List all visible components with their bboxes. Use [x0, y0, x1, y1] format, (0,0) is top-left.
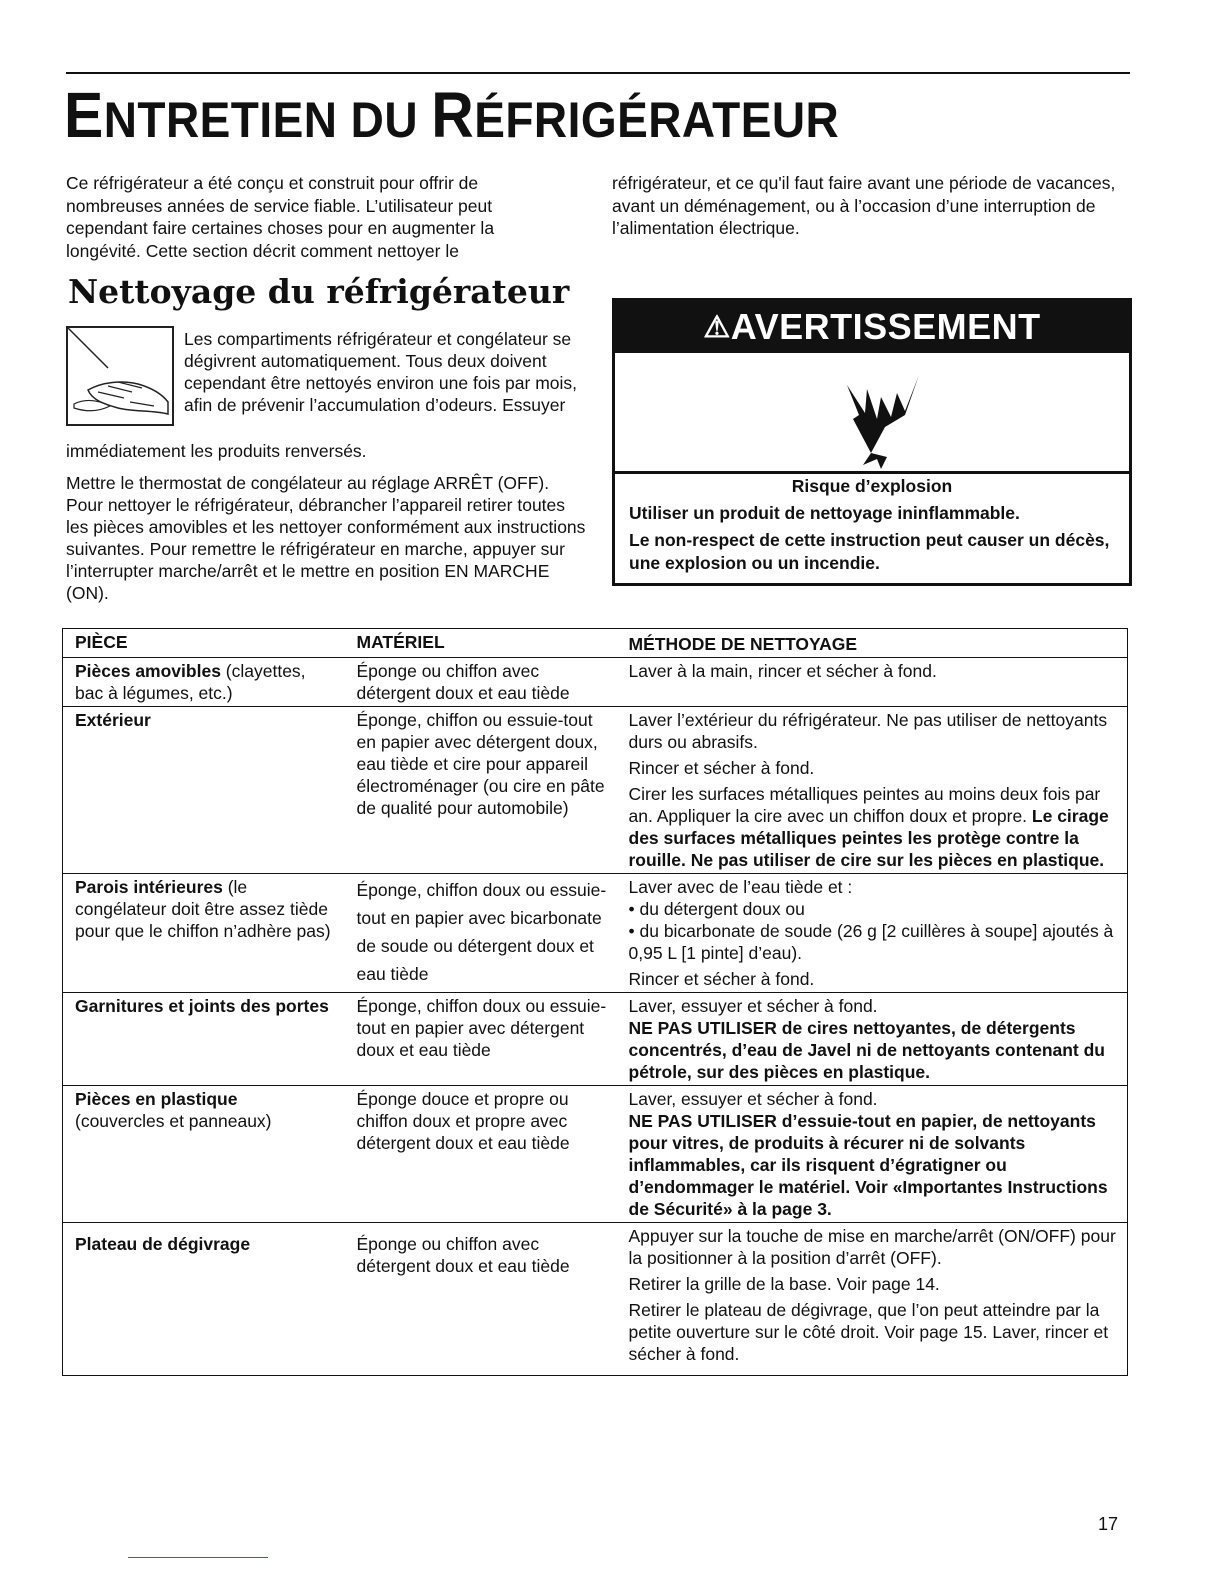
- material-cell: Éponge ou chiffon avec détergent doux et eau tiède: [345, 1223, 617, 1376]
- header-materiel: MATÉRIEL: [345, 629, 617, 658]
- table-row: [63, 874, 1128, 993]
- piece-cell: Extérieur: [63, 707, 345, 874]
- method-cell: Laver l’extérieur du réfrigérateur. Ne pas utiliser de nettoyants durs ou abrasifs. Rincer et sécher à fond. Cirer les surfaces métalliques peintes au moins deux fois par an. Appliquer la cire avec un chiffon doux et propre. Le cirage des surfaces métalliques peintes les protège contre la rouille. Ne pas utiliser de cire sur les pièces en plastique.: [617, 707, 1128, 874]
- warning-triangle-icon: ⚠: [703, 311, 731, 344]
- section-para2: Mettre le thermostat de congélateur au réglage ARRÊT (OFF). Pour nettoyer le réfrigérateur, débrancher l’appareil retirer toutes les pièces amovibles et les nettoyer conformément aux instructions suivantes. Pour remettre le réfrigérateur en marche, appuyer sur l’interrupter marche/arrêt et le mettre en position EN MARCHE (ON).: [66, 473, 586, 603]
- header-piece: PIÈCE: [63, 629, 345, 658]
- warning-text: [615, 475, 1129, 575]
- method-cell: Laver avec de l’eau tiède et : • du détergent doux ou • du bicarbonate de soude (26 g [2 cuillères à soupe] ajoutés à 0,95 L [1 pinte] d’eau). Rincer et sécher à fond.: [617, 874, 1128, 993]
- footer-rule: [128, 1557, 268, 1558]
- method-cell: Laver à la main, rincer et sécher à fond.: [617, 658, 1128, 707]
- explosion-icon: [615, 353, 1129, 474]
- material-cell: Éponge ou chiffon avec détergent doux et eau tiède: [345, 658, 617, 707]
- header-methode: MÉTHODE DE NETTOYAGE: [617, 629, 1128, 658]
- table-header-row: [63, 629, 1128, 658]
- table-row: [63, 658, 1128, 707]
- section-para1: Les compartiments réfrigérateur et congélateur se dégivrent automatiquement. Tous deux doivent cependant être nettoyés environ une fois par mois, afin de prévenir l’accumulation d’odeurs. Essuyer: [184, 329, 578, 415]
- piece-cell: Parois intérieures (le congélateur doit être assez tiède pour que le chiffon n’adhère pas): [63, 874, 345, 993]
- warning-header: ⚠AVERTISSEMENT: [615, 301, 1129, 353]
- section-para1-tail: immédiatement les produits renversés.: [66, 441, 367, 461]
- piece-cell: Pièces en plastique (couvercles et panneaux): [63, 1086, 345, 1223]
- hand-wiping-icon: [66, 326, 174, 426]
- material-cell: Éponge, chiffon doux ou essuie-tout en papier avec bicarbonate de soude ou détergent doux et eau tiède: [345, 874, 617, 993]
- method-cell: Laver, essuyer et sécher à fond. NE PAS UTILISER d’essuie-tout en papier, de nettoyants pour vitres, de produits à récurer ni de solvants inflammables, car ils risquent d’égratigner ou d’endommager le matériel. Voir «Importantes Instructions de Sécurité» à la page 3.: [617, 1086, 1128, 1223]
- warning-risk: Risque d’explosion: [791, 476, 953, 496]
- intro-right: réfrigérateur, et ce qu'il faut faire avant une période de vacances, avant un déménagement, ou à l’occasion d’une interruption de l’alimentation électrique.: [612, 173, 1116, 238]
- warning-box: [612, 298, 1132, 586]
- page-number: 17: [1098, 1514, 1119, 1534]
- table-row: [63, 707, 1128, 874]
- material-cell: Éponge douce et propre ou chiffon doux et propre avec détergent doux et eau tiède: [345, 1086, 617, 1223]
- cleaning-table: [62, 628, 1128, 1376]
- warning-line1: Utiliser un produit de nettoyage ininflammable.: [629, 503, 1020, 523]
- top-rule: [66, 72, 1130, 74]
- section-title: Nettoyage du réfrigérateur: [68, 272, 570, 311]
- table-row: [63, 1223, 1128, 1376]
- page-title: ENTRETIEN DU RÉFRIGÉRATEUR: [64, 79, 840, 151]
- method-cell: Appuyer sur la touche de mise en marche/arrêt (ON/OFF) pour la positionner à la position d’arrêt (OFF). Retirer la grille de la base. Voir page 14. Retirer le plateau de dégivrage, que l’on peut atteindre par la petite ouverture sur le côté droit. Voir page 15. Laver, rincer et sécher à fond.: [617, 1223, 1128, 1376]
- intro-left: Ce réfrigérateur a été conçu et construit pour offrir de nombreuses années de service fiable. L’utilisateur peut cependant faire certaines choses pour en augmenter la longévité. Cette section décrit comment nettoyer le: [66, 173, 495, 261]
- material-cell: Éponge, chiffon ou essuie-tout en papier avec détergent doux, eau tiède et cire pour appareil électroménager (ou cire en pâte de qualité pour automobile): [345, 707, 617, 874]
- method-cell: Laver, essuyer et sécher à fond. NE PAS UTILISER de cires nettoyantes, de détergents concentrés, d’eau de Javel ni de nettoyants contenant du pétrole, sur des pièces en plastique.: [617, 993, 1128, 1086]
- table-row: [63, 993, 1128, 1086]
- warning-line2: Le non-respect de cette instruction peut causer un décès, une explosion ou un incendie.: [629, 530, 1110, 573]
- table-row: [63, 1086, 1128, 1223]
- material-cell: Éponge, chiffon doux ou essuie-tout en papier avec détergent doux et eau tiède: [345, 993, 617, 1086]
- piece-cell: Pièces amovibles (clayettes, bac à légumes, etc.): [63, 658, 345, 707]
- piece-cell: Plateau de dégivrage: [63, 1223, 345, 1376]
- piece-cell: Garnitures et joints des portes: [63, 993, 345, 1086]
